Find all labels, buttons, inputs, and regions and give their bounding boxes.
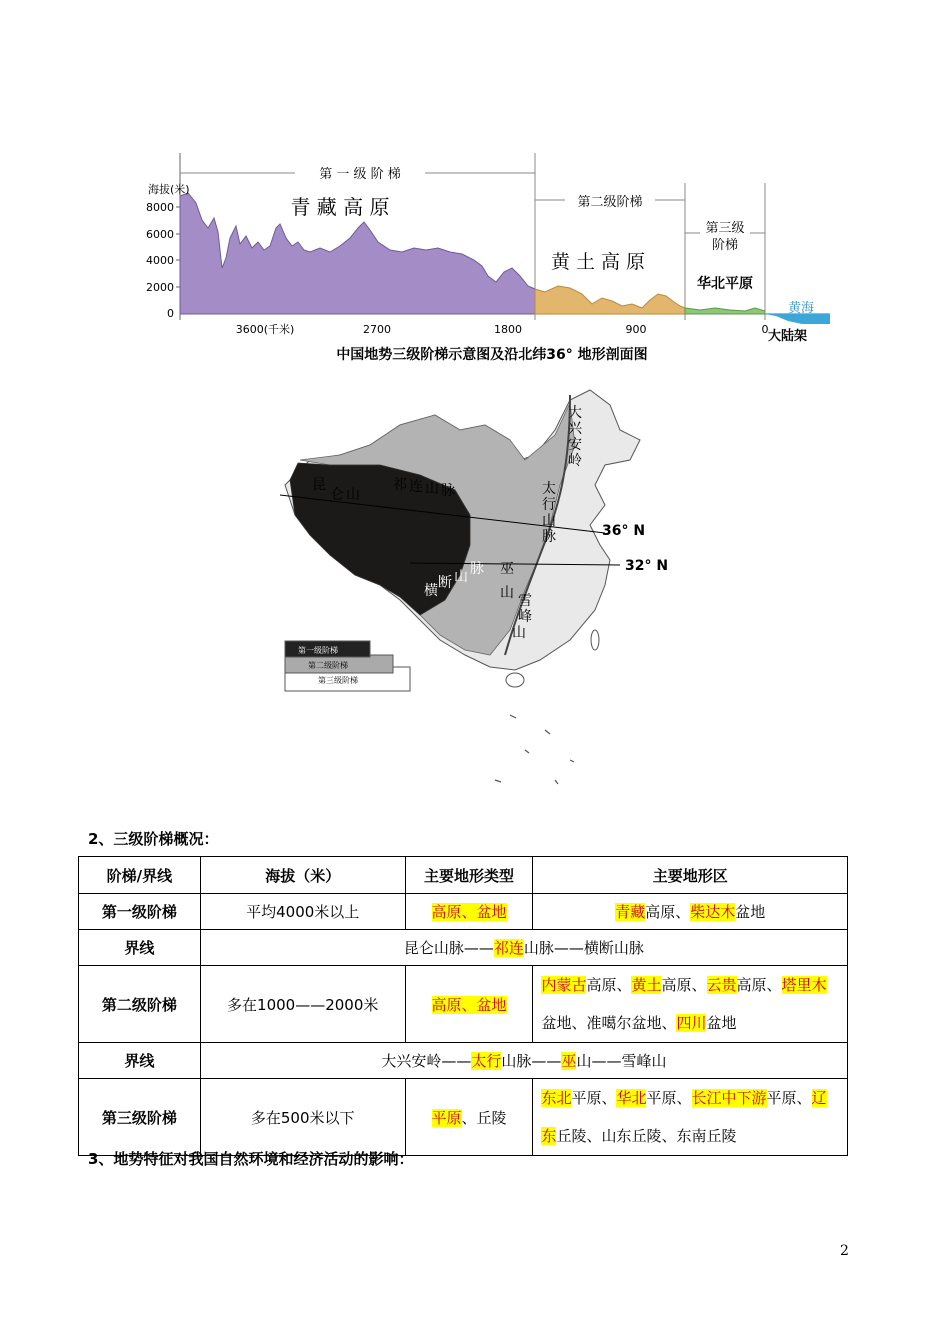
section3-title: 3、地势特征对我国自然环境和经济活动的影响： (88, 1150, 414, 1168)
landform-area-cell: 东北平原、华北平原、长江中下游平原、辽东丘陵、山东丘陵、东南丘陵 (533, 1079, 848, 1156)
table-row (79, 1079, 848, 1156)
step3-terrain (685, 308, 765, 314)
svg-text:山: 山 (500, 585, 514, 601)
lat-32-label: 32° N (625, 558, 669, 574)
section2-title: 2、三级阶梯概况： (88, 830, 219, 848)
step2-terrain (535, 286, 685, 314)
ytick-label: 6000 (146, 228, 174, 241)
china-staircase-map (270, 385, 690, 800)
step-name: 第一级阶梯 (79, 894, 201, 930)
svg-text:仑: 仑 (330, 487, 344, 503)
svg-text:雪: 雪 (518, 593, 532, 609)
sea-label: 黄海 (788, 301, 815, 316)
landform-area-cell: 青藏高原、柴达木盆地 (533, 894, 848, 930)
xtick-label: 900 (625, 323, 647, 336)
landform-type-cell: 高原、盆地 (405, 894, 533, 930)
svg-text:峰: 峰 (518, 609, 532, 625)
svg-text:断: 断 (438, 575, 452, 591)
step-name: 第三级阶梯 (79, 1079, 201, 1156)
svg-text:横: 横 (424, 583, 438, 599)
svg-text:脉: 脉 (542, 529, 556, 545)
svg-text:巫: 巫 (500, 561, 514, 577)
xtick-label: 2700 (363, 323, 391, 336)
table-header: 主要地形区 (533, 857, 848, 894)
ytick-label: 8000 (146, 201, 174, 214)
label-daxinganling (568, 404, 583, 469)
legend-step1: 第一级阶梯 (298, 646, 338, 655)
xtick-label: 0 (761, 323, 769, 336)
step-name: 界线 (79, 930, 201, 966)
table-row (79, 1043, 848, 1079)
table-row (79, 966, 848, 1043)
table-row (79, 930, 848, 966)
svg-text:太: 太 (542, 481, 556, 497)
page-number: 2 (840, 1243, 849, 1259)
step3-label: 第三级 (705, 221, 745, 236)
boundary-cell: 昆仑山脉——祁连山脉——横断山脉 (200, 930, 847, 966)
region-qingzang: 青 藏 高 原 (290, 195, 390, 219)
table-header-row (79, 857, 848, 894)
label-taihang (542, 480, 556, 545)
table-row (79, 894, 848, 930)
svg-text:行: 行 (542, 497, 556, 513)
xtick-label: 1800 (494, 323, 522, 336)
step-name: 第二级阶梯 (79, 966, 201, 1043)
table-header: 主要地形类型 (405, 857, 533, 894)
altitude-cell: 多在500米以下 (200, 1079, 405, 1156)
profile-caption: 中国地势三级阶梯示意图及沿北纬36° 地形剖面图 (336, 347, 648, 363)
yaxis-title: 海拔(米) (148, 183, 190, 196)
step-name: 界线 (79, 1043, 201, 1079)
shelf-label: 大陆架 (768, 329, 808, 344)
svg-text:山: 山 (454, 569, 468, 585)
svg-text:山: 山 (425, 481, 439, 497)
ytick-label: 2000 (146, 281, 174, 294)
svg-text:连: 连 (409, 479, 423, 495)
table-header: 海拔（米） (200, 857, 405, 894)
svg-text:祁: 祁 (393, 477, 407, 493)
svg-text:山: 山 (542, 513, 556, 529)
ytick-label: 4000 (146, 254, 174, 267)
table-header: 阶梯/界线 (79, 857, 201, 894)
svg-text:安: 安 (568, 437, 582, 453)
step2-label: 第二级阶梯 (577, 195, 643, 210)
altitude-cell: 多在1000——2000米 (200, 966, 405, 1043)
svg-text:山: 山 (346, 487, 360, 503)
region-huabei: 华北平原 (697, 276, 753, 292)
svg-text:脉: 脉 (441, 483, 455, 499)
altitude-cell: 平均4000米以上 (200, 894, 405, 930)
ytick-label: 0 (167, 307, 174, 320)
svg-text:岭: 岭 (568, 453, 582, 469)
step1-label: 第 一 级 阶 梯 (319, 167, 401, 182)
svg-text:山: 山 (512, 625, 526, 641)
svg-text:脉: 脉 (470, 561, 484, 577)
step3-label: 阶梯 (711, 238, 739, 253)
landform-type-cell: 平原、丘陵 (405, 1079, 533, 1156)
map-legend (285, 641, 410, 691)
svg-text:大: 大 (568, 405, 582, 421)
landform-type-cell: 高原、盆地 (405, 966, 533, 1043)
boundary-cell: 大兴安岭——太行山脉——巫山——雪峰山 (200, 1043, 847, 1079)
legend-step3: 第三级阶梯 (318, 676, 358, 685)
landform-area-cell: 内蒙古高原、黄土高原、云贵高原、塔里木盆地、准噶尔盆地、四川盆地 (533, 966, 848, 1043)
staircase-table (78, 856, 848, 1156)
svg-text:兴: 兴 (568, 421, 582, 437)
legend-step2: 第二级阶梯 (308, 661, 348, 670)
svg-text:昆: 昆 (312, 477, 326, 493)
lat-36-label: 36° N (602, 523, 646, 539)
region-huangtu: 黄 土 高 原 (550, 251, 646, 273)
terrain-profile-diagram (140, 148, 830, 363)
xtick-label: 3600(千米) (235, 323, 295, 336)
